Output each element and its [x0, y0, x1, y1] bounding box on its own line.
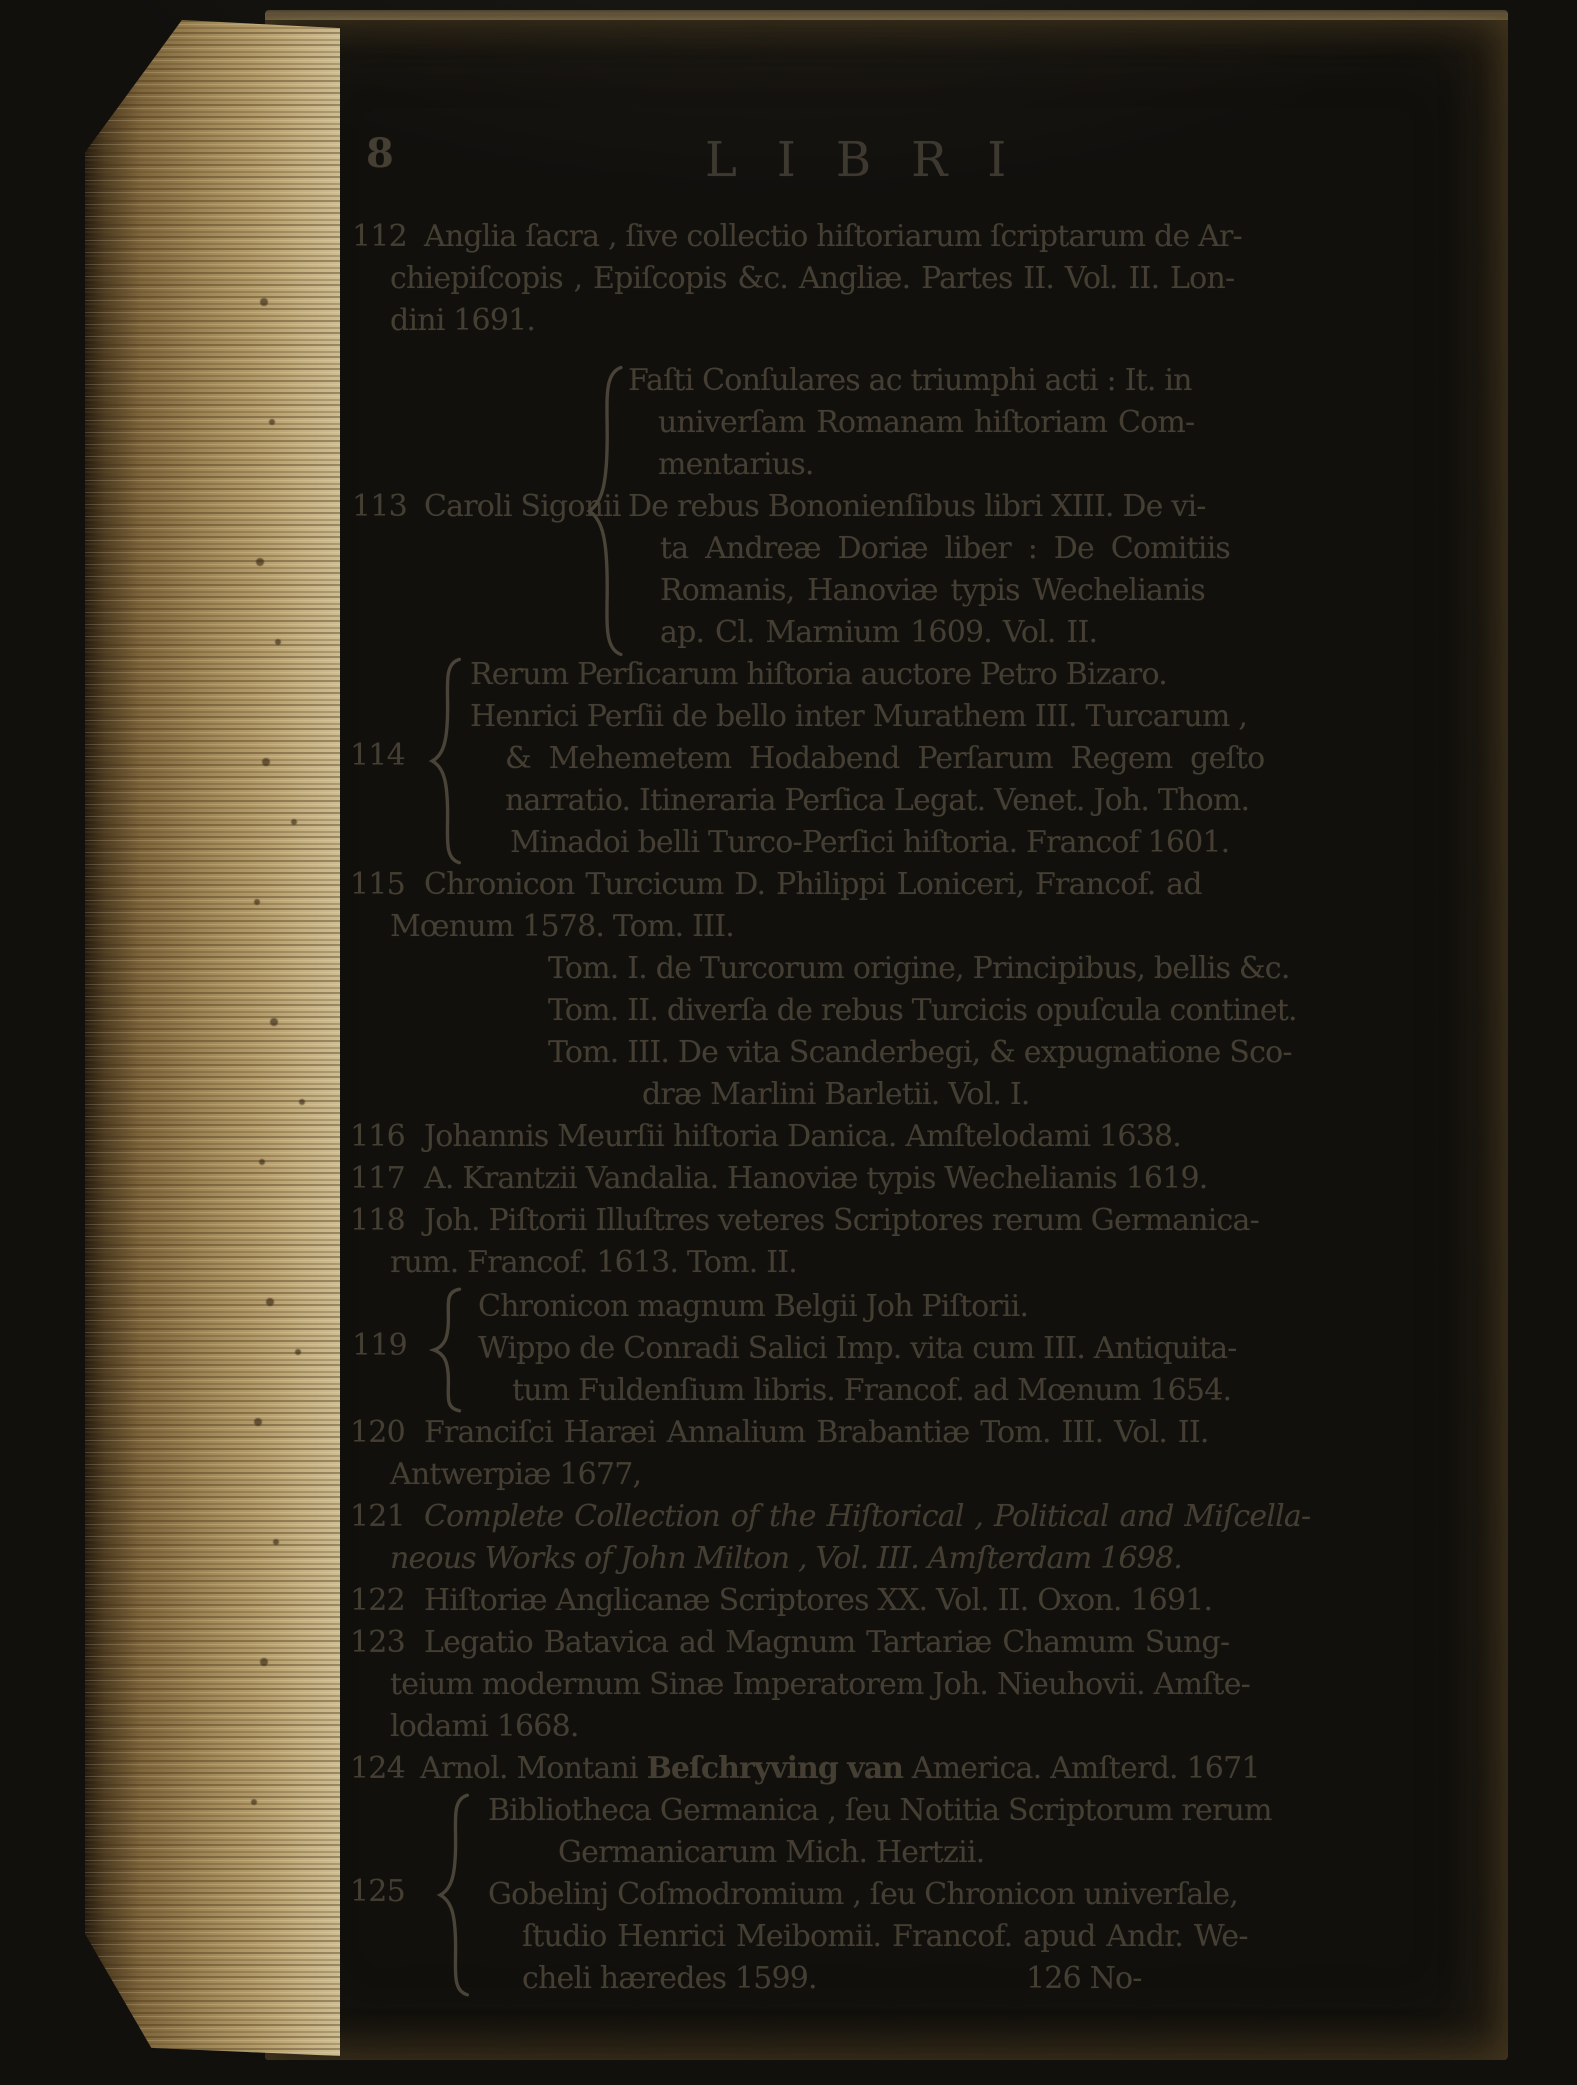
entry-114-brace	[426, 654, 462, 868]
entry-112-line-1: Anglia ſacra , ſive collectio hiſtoriarum ſcriptarum de Ar-	[424, 219, 1242, 254]
entry-124-number: 124	[350, 1751, 405, 1786]
entry-113-group2-line-4: ap. Cl. Marnium 1609. Vol. II.	[660, 615, 1098, 650]
entry-117-line-1: A. Krantzii Vandalia. Hanoviæ typis Wechelianis 1619.	[424, 1161, 1208, 1196]
entry-125-line-1: Bibliotheca Germanica , ſeu Notitia Scriptorum rerum	[488, 1793, 1272, 1828]
entry-121-line-2: neous Works of John Milton , Vol. III. Amſterdam 1698.	[390, 1541, 1183, 1576]
entry-123-number: 123	[350, 1625, 405, 1660]
entry-116-line-1: Johannis Meurſii hiſtoria Danica. Amſtelodami 1638.	[424, 1119, 1181, 1154]
fore-edge-ink-specks	[0, 0, 4, 4]
entry-113-author-label: Caroli Sigonii	[424, 489, 621, 524]
entry-113-group2-line-2: ta Andreæ Doriæ liber : De Comitiis	[660, 531, 1230, 566]
page-number: 8	[366, 130, 394, 177]
entry-115-tom-3: Tom. III. De vita Scanderbegi, & expugnatione Sco-	[548, 1035, 1292, 1070]
entry-115-line-2: Mœnum 1578. Tom. III.	[390, 909, 734, 944]
entry-118-line-1: Joh. Piſtorii Illuſtres veteres Scriptores rerum Germanica-	[424, 1203, 1259, 1238]
entry-124-blackletter-title: Beſchryving van	[646, 1751, 903, 1786]
entry-118-line-2: rum. Francof. 1613. Tom. II.	[390, 1245, 798, 1280]
entry-125-line-3: Gobelinj Coſmodromium , ſeu Chronicon univerſale,	[488, 1877, 1238, 1912]
entry-115-tom-2: Tom. II. diverſa de rebus Turcicis opuſcula continet.	[548, 993, 1297, 1028]
entry-112-line-2: chiepiſcopis , Epiſcopis &c. Angliæ. Partes II. Vol. II. Lon-	[390, 261, 1235, 296]
entry-119-line-1: Chronicon magnum Belgii Joh Piſtorii.	[478, 1289, 1029, 1324]
entry-125-number: 125	[350, 1874, 405, 1909]
entry-112-number: 112	[352, 219, 407, 254]
running-title: LIBRI	[705, 132, 1047, 188]
entry-115-tom-4: dræ Marlini Barletii. Vol. I.	[642, 1077, 1030, 1112]
entry-121-number: 121	[350, 1499, 405, 1534]
entry-117-number: 117	[350, 1161, 405, 1196]
entry-114-line-2: Henrici Perſii de bello inter Murathem III. Turcarum ,	[470, 699, 1248, 734]
catchword: 126 No-	[1026, 1961, 1142, 1996]
entry-124-latin-pre: Arnol. Montani	[420, 1751, 647, 1786]
entry-116-number: 116	[350, 1119, 405, 1154]
entry-122-line-1: Hiſtoriæ Anglicanæ Scriptores XX. Vol. II. Oxon. 1691.	[424, 1583, 1213, 1618]
entry-122-number: 122	[350, 1583, 405, 1618]
entry-112-line-3: dini 1691.	[390, 303, 536, 338]
entry-114-line-1: Rerum Perſicarum hiſtoria auctore Petro Bizaro.	[470, 657, 1167, 692]
entry-114-line-4: narratio. Itineraria Perſica Legat. Venet. Joh. Thom.	[505, 783, 1250, 818]
entry-125-line-5: cheli hæredes 1599.	[522, 1961, 817, 1996]
entry-119-number: 119	[352, 1328, 407, 1363]
entry-114-line-3: & Mehemetem Hodabend Perſarum Regem geſto	[505, 741, 1265, 776]
entry-113-group2-line-1: De rebus Bononienſibus libri XIII. De vi-	[628, 489, 1206, 524]
entry-114-line-5: Minadoi belli Turco-Perſici hiſtoria. Francof 1601.	[510, 825, 1230, 860]
entry-113-group1-line-3: mentarius.	[658, 447, 814, 482]
entry-123-line-2: teium modernum Sinæ Imperatorem Joh. Nieuhovii. Amſte-	[390, 1667, 1250, 1702]
entry-119-brace	[428, 1286, 462, 1414]
entry-121-line-1: Complete Collection of the Hiſtorical , Political and Miſcella-	[424, 1499, 1311, 1534]
entry-125-line-2: Germanicarum Mich. Hertzii.	[558, 1835, 985, 1870]
entry-124-latin-post: America. Amſterd. 1671	[902, 1751, 1260, 1786]
entry-119-line-2: Wippo de Conradi Salici Imp. vita cum III. Antiquita-	[478, 1331, 1237, 1366]
book-fore-edge	[85, 20, 340, 2056]
entry-115-number: 115	[350, 867, 405, 902]
entry-115-line-1: Chronicon Turcicum D. Philippi Loniceri, Francof. ad	[424, 867, 1202, 902]
entry-119-line-3: tum Fuldenſium libris. Francof. ad Mœnum 1654.	[512, 1373, 1232, 1408]
entry-113-group1-line-2: univerſam Romanam hiſtoriam Com-	[658, 405, 1195, 440]
entry-118-number: 118	[350, 1203, 405, 1238]
entry-113-group1-line-1: Faſti Conſulares ac triumphi acti : It. in	[628, 363, 1192, 398]
entry-113-number: 113	[352, 489, 407, 524]
entry-115-tom-1: Tom. I. de Turcorum origine, Principibus, bellis &c.	[548, 951, 1290, 986]
entry-114-number: 114	[350, 738, 405, 773]
entry-123-line-3: lodami 1668.	[390, 1709, 579, 1744]
entry-123-line-1: Legatio Batavica ad Magnum Tartariæ Chamum Sung-	[424, 1625, 1230, 1660]
entry-113-group2-line-3: Romanis, Hanoviæ typis Wechelianis	[660, 573, 1206, 608]
entry-120-number: 120	[350, 1415, 405, 1450]
entry-120-line-2: Antwerpiæ 1677,	[390, 1457, 642, 1492]
entry-113-brace	[582, 360, 624, 662]
entry-125-line-4: ſtudio Henrici Meibomii. Francof. apud Andr. We-	[522, 1919, 1248, 1954]
entry-125-brace	[434, 1790, 470, 2000]
entry-124-line-1	[420, 1751, 1260, 1786]
entry-120-line-1: Franciſci Haræi Annalium Brabantiæ Tom. III. Vol. II.	[424, 1415, 1209, 1450]
